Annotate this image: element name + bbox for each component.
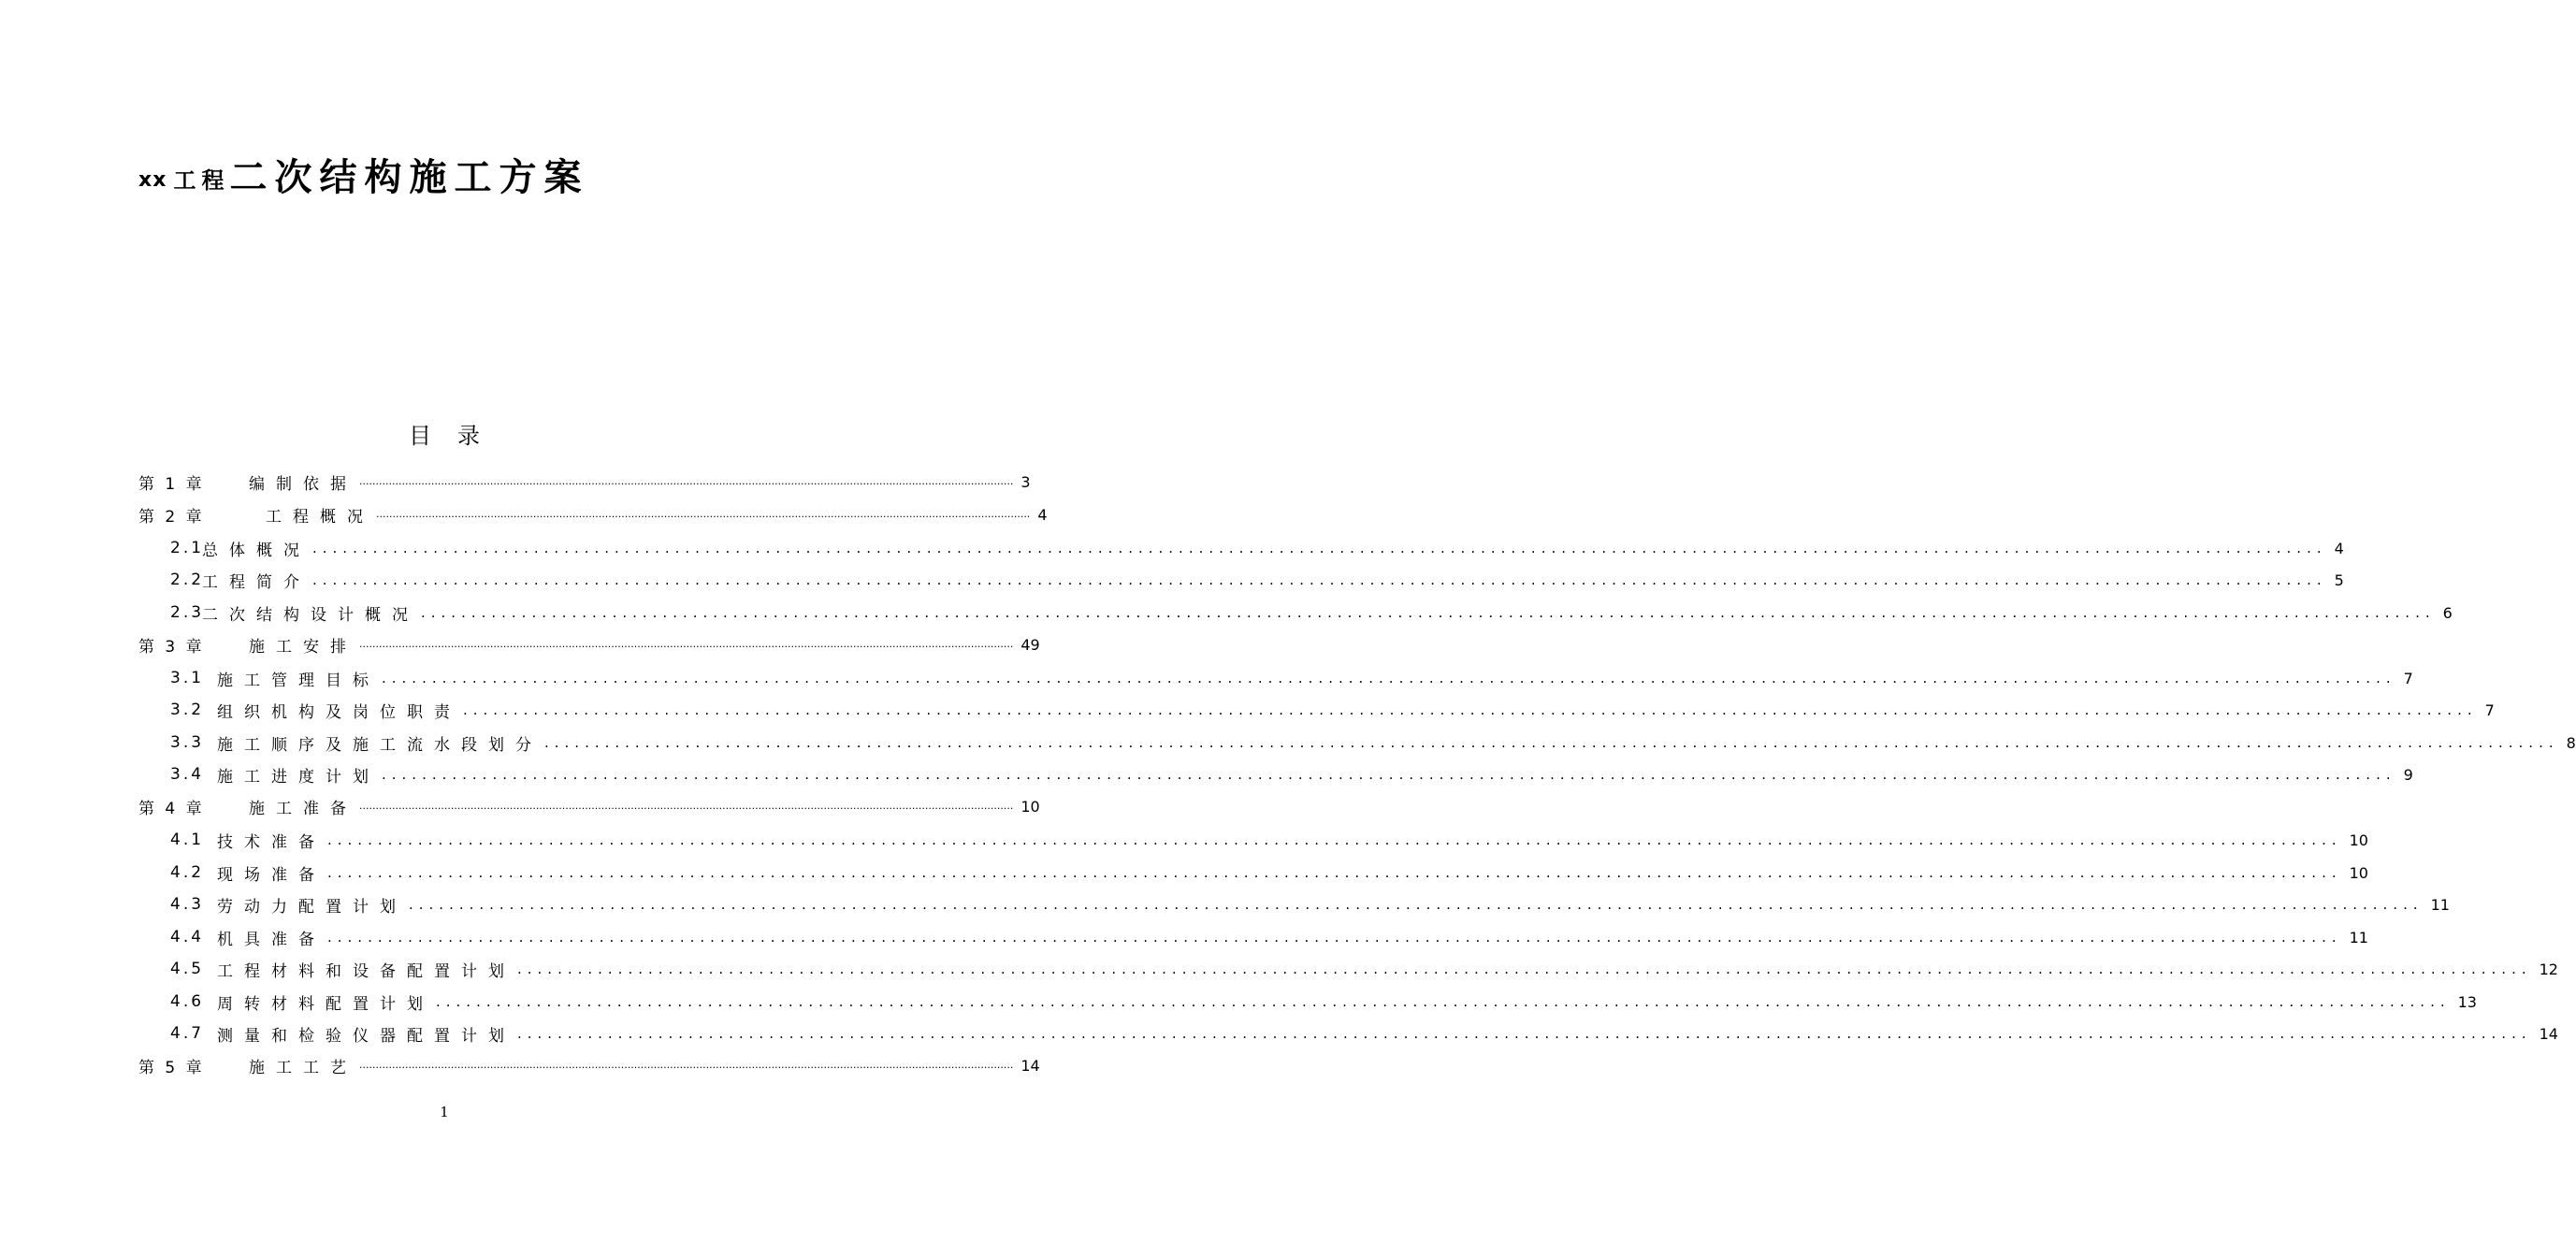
toc-leader-dots: ........................................................................................................................................................................................................ xyxy=(376,508,1031,520)
toc-entry-page: 4 xyxy=(1037,505,1048,524)
toc-entry-page: 12 xyxy=(2539,960,2558,978)
toc-entry-page: 8 xyxy=(2566,733,2576,752)
toc-entry-label: 测量和检验仪器配置计划 xyxy=(217,1026,515,1046)
toc-leader-dots: ........................................................................................................................................................................................................ xyxy=(544,734,2559,751)
toc-entry-page: 10 xyxy=(2349,831,2368,849)
toc-entry-section-4-3[interactable] xyxy=(170,892,2450,917)
toc-entry-number: 第 4 章 xyxy=(138,799,205,818)
toc-entry-page: 11 xyxy=(2430,895,2450,914)
toc-leader-dots: ........................................................................................................................................................................................................ xyxy=(359,800,1014,812)
toc-entry-label: 施工工艺 xyxy=(249,1058,357,1077)
toc-entry-page: 6 xyxy=(2442,603,2453,622)
toc-entry-label: 总体概况 xyxy=(202,541,311,560)
toc-entry-section-3-1[interactable] xyxy=(170,666,2413,690)
toc-entry-label: 施工安排 xyxy=(249,637,357,657)
toc-entry-label: 二次结构设计概况 xyxy=(202,605,419,625)
toc-entry-section-4-5[interactable] xyxy=(170,957,2558,981)
toc-entry-page: 4 xyxy=(2334,539,2344,557)
toc-entry-page: 11 xyxy=(2349,928,2368,946)
document-title xyxy=(138,156,589,199)
toc-entry-number: 第 2 章 xyxy=(138,507,205,527)
toc-entry-section-2-1[interactable] xyxy=(170,536,2344,560)
toc-leader-dots: ........................................................................................................................................................................................................ xyxy=(421,604,2436,621)
toc-leader-dots: ........................................................................................................................................................................................................ xyxy=(359,1059,1014,1071)
title-main: 二次结构施工方案 xyxy=(229,156,589,199)
toc-entry-section-2-3[interactable] xyxy=(170,600,2453,625)
toc-entry-number: 4.2 xyxy=(170,863,205,882)
toc-leader-dots: ........................................................................................................................................................................................................ xyxy=(327,864,2342,881)
toc-entry-number: 3.1 xyxy=(170,669,205,687)
toc-entry-page: 10 xyxy=(1020,797,1040,816)
toc-entry-section-3-4[interactable] xyxy=(170,762,2413,787)
toc-entry-page: 14 xyxy=(1020,1056,1040,1075)
toc-entry-label: 劳动力配置计划 xyxy=(217,897,407,917)
toc-entry-section-3-2[interactable] xyxy=(170,698,2495,722)
toc-entry-label: 周转材料配置计划 xyxy=(217,994,434,1014)
toc-entry-label: 工程概况 xyxy=(266,507,374,527)
toc-entry-label: 机具准备 xyxy=(217,930,326,949)
toc-entry-section-4-6[interactable] xyxy=(170,990,2477,1014)
toc-entry-chapter-2[interactable] xyxy=(138,502,1048,527)
toc-entry-page: 9 xyxy=(2403,765,2413,784)
toc-entry-label: 工程材料和设备配置计划 xyxy=(217,961,515,981)
toc-leader-dots: ........................................................................................................................................................................................................ xyxy=(312,571,2327,588)
toc-entry-label: 组织机构及岗位职责 xyxy=(217,702,461,722)
toc-entry-page: 3 xyxy=(1020,472,1031,491)
toc-entry-number: 4.7 xyxy=(170,1024,205,1043)
toc-leader-dots: ........................................................................................................................................................................................................ xyxy=(382,670,2396,686)
toc-entry-number: 4.6 xyxy=(170,992,205,1011)
toc-entry-number: 2.2 xyxy=(170,571,205,589)
toc-entry-label: 工程简介 xyxy=(202,572,311,592)
toc-entry-number: 2.1 xyxy=(170,539,205,557)
toc-leader-dots: ........................................................................................................................................................................................................ xyxy=(517,961,2532,977)
toc-entry-number: 4.3 xyxy=(170,895,205,914)
toc-entry-section-4-1[interactable] xyxy=(170,828,2368,852)
toc-entry-number: 2.3 xyxy=(170,603,205,622)
toc-leader-dots: ........................................................................................................................................................................................................ xyxy=(359,638,1014,650)
title-subtitle: 工程 xyxy=(173,167,230,194)
toc-entry-label: 编制依据 xyxy=(249,474,357,494)
toc-leader-dots: ........................................................................................................................................................................................................ xyxy=(327,929,2342,946)
toc-leader-dots: ........................................................................................................................................................................................................ xyxy=(517,1025,2532,1042)
toc-entry-number: 4.1 xyxy=(170,831,205,849)
toc-leader-dots: ........................................................................................................................................................................................................ xyxy=(382,766,2396,783)
toc-entry-page: 7 xyxy=(2484,701,2495,719)
toc-entry-chapter-3[interactable] xyxy=(138,632,1040,657)
toc-entry-page: 10 xyxy=(2349,863,2368,882)
toc-entry-chapter-4[interactable] xyxy=(138,794,1040,818)
toc-leader-dots: ........................................................................................................................................................................................................ xyxy=(312,540,2327,556)
toc-entry-section-3-3[interactable] xyxy=(170,730,2576,755)
toc-entry-section-4-2[interactable] xyxy=(170,860,2368,885)
toc-entry-section-4-7[interactable] xyxy=(170,1021,2558,1046)
toc-entry-section-4-4[interactable] xyxy=(170,925,2368,949)
toc-entry-label: 施工管理目标 xyxy=(217,671,380,690)
toc-leader-dots: ........................................................................................................................................................................................................ xyxy=(409,896,2424,913)
toc-entry-page: 13 xyxy=(2457,992,2477,1011)
toc-entry-number: 3.4 xyxy=(170,765,205,784)
toc-entry-number: 3.3 xyxy=(170,733,205,752)
toc-entry-number: 第 5 章 xyxy=(138,1058,205,1077)
toc-entry-number: 4.4 xyxy=(170,928,205,946)
toc-entry-chapter-5[interactable] xyxy=(138,1053,1040,1077)
toc-entry-label: 技术准备 xyxy=(217,832,326,852)
toc-entry-number: 第 3 章 xyxy=(138,637,205,657)
toc-entry-page: 7 xyxy=(2403,669,2413,687)
toc-entry-number: 4.5 xyxy=(170,960,205,978)
toc-entry-label: 施工顺序及施工流水段划分 xyxy=(217,735,543,755)
toc-entry-page: 14 xyxy=(2539,1024,2558,1043)
toc-entry-page: 5 xyxy=(2334,571,2344,589)
toc-leader-dots: ........................................................................................................................................................................................................ xyxy=(359,475,1014,487)
title-prefix: xx xyxy=(138,168,167,192)
toc-heading: 目录 xyxy=(409,423,506,449)
page-number: 1 xyxy=(440,1104,449,1120)
toc-entry-label: 施工进度计划 xyxy=(217,767,380,787)
toc-entry-number: 第 1 章 xyxy=(138,474,205,494)
toc-entry-number: 3.2 xyxy=(170,701,205,719)
toc-leader-dots: ........................................................................................................................................................................................................ xyxy=(327,831,2342,848)
toc-entry-page: 49 xyxy=(1020,635,1040,654)
toc-leader-dots: ........................................................................................................................................................................................................ xyxy=(436,993,2451,1010)
toc-entry-chapter-1[interactable] xyxy=(138,470,1031,494)
toc-entry-label: 施工准备 xyxy=(249,799,357,818)
toc-entry-section-2-2[interactable] xyxy=(170,568,2344,592)
toc-entry-label: 现场准备 xyxy=(217,865,326,885)
toc-leader-dots: ........................................................................................................................................................................................................ xyxy=(463,701,2478,718)
